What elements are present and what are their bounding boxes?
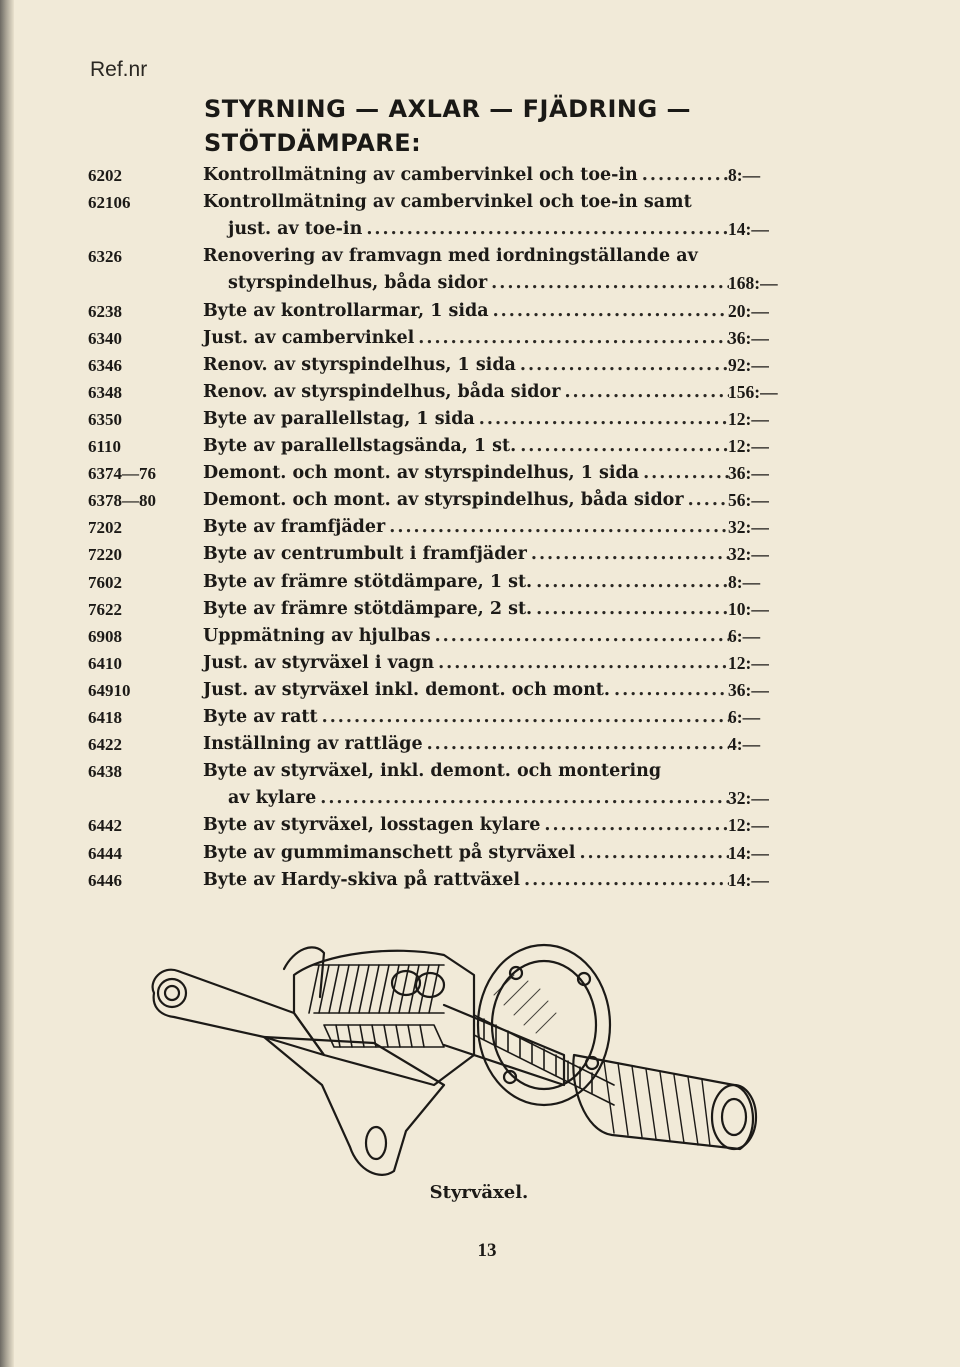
steering-gear-illustration — [144, 935, 764, 1200]
steering-shaft — [444, 1005, 564, 1085]
price: 4:— — [728, 734, 761, 755]
service-description: Uppmätning av hjulbas — [203, 625, 431, 646]
dot-leader — [532, 569, 729, 596]
description-line — [203, 677, 729, 704]
ref-number: 6446 — [88, 870, 122, 890]
price: 14:— — [728, 842, 769, 863]
price: 12:— — [728, 436, 769, 456]
dot-leader — [527, 541, 729, 568]
ref-number: 6202 — [88, 166, 122, 185]
ref-number: 6438 — [88, 762, 122, 782]
description-line — [203, 650, 729, 677]
description-line — [228, 270, 729, 297]
service-description: Byte av kontrollarmar, 1 sida — [203, 300, 489, 321]
ref-number: 7220 — [88, 545, 122, 565]
price: 36:— — [728, 327, 769, 348]
service-description: Byte av parallellstagsända, 1 st. — [203, 436, 517, 456]
dot-leader — [385, 514, 729, 541]
dot-leader — [684, 487, 729, 514]
service-description: Renov. av styrspindelhus, 1 sida — [203, 354, 516, 375]
splined-shaft — [474, 1015, 614, 1105]
mounting-bracket — [264, 1037, 444, 1175]
ref-number: 6378—80 — [88, 491, 156, 511]
ref-number: 6422 — [88, 735, 122, 755]
ref-number: 6418 — [88, 708, 122, 727]
service-description: Kontrollmätning av cambervinkel och toe-in — [203, 165, 638, 185]
description-line — [203, 867, 729, 894]
dot-leader — [516, 433, 729, 460]
description-line — [203, 758, 729, 785]
page-number: 13 — [477, 1240, 497, 1261]
ref-number: 6348 — [88, 382, 122, 402]
dot-leader — [489, 298, 729, 325]
price: 6:— — [728, 707, 761, 727]
description-line — [203, 406, 729, 433]
price: 56:— — [728, 490, 769, 511]
service-description: Byte av främre stötdämpare, 1 st. — [203, 571, 533, 592]
price: 32:— — [728, 788, 769, 809]
price: 12:— — [728, 408, 769, 429]
service-description: Demont. och mont. av styrspindelhus, båda sidor — [203, 490, 684, 511]
dot-leader — [316, 785, 729, 812]
catalog-page — [14, 0, 960, 1367]
description-line — [228, 785, 729, 812]
service-description: av kylare — [228, 788, 317, 809]
dot-leader — [520, 867, 729, 894]
price: 6:— — [728, 625, 761, 646]
ref-number: 6350 — [88, 409, 122, 429]
description-line — [203, 623, 729, 650]
dot-leader — [516, 352, 729, 379]
description-line — [203, 840, 729, 867]
service-description: Just. av styrväxel i vagn — [203, 652, 435, 673]
description-line — [228, 216, 729, 243]
description-line — [203, 325, 729, 352]
price: 14:— — [728, 219, 769, 240]
dot-leader — [540, 812, 729, 839]
service-description: Byte av styrväxel, losstagen kylare — [203, 815, 541, 836]
dot-leader — [318, 704, 729, 731]
price: 36:— — [728, 463, 769, 484]
service-description: Renov. av styrspindelhus, båda sidor — [203, 381, 561, 402]
ref-number: 6908 — [88, 626, 122, 646]
gear-housing — [294, 951, 474, 1085]
price: 32:— — [728, 517, 769, 538]
dot-leader — [414, 325, 729, 352]
description-line — [203, 487, 729, 514]
ref-number: 6442 — [88, 816, 122, 836]
ref-number: 6444 — [88, 843, 122, 863]
description-line — [203, 569, 729, 596]
ref-number: 6346 — [88, 355, 122, 375]
ref-column-header: Ref.nr — [90, 58, 148, 81]
description-line — [203, 460, 729, 487]
description-line — [203, 596, 729, 623]
price: 32:— — [728, 544, 769, 565]
dot-leader — [639, 460, 729, 487]
service-description: Kontrollmätning av cambervinkel och toe-in samt — [203, 192, 692, 213]
dot-leader — [475, 406, 729, 433]
section-title-line-1: STYRNING — AXLAR — FJÄDRING — — [204, 95, 692, 123]
service-description: Renovering av framvagn med iordningställande av — [203, 246, 698, 267]
ref-number: 64910 — [88, 680, 131, 700]
ref-number: 62106 — [88, 193, 131, 213]
price: 14:— — [728, 869, 769, 890]
section-title-line-2: STÖTDÄMPARE: — [204, 129, 422, 157]
service-description: Inställning av rattläge — [203, 734, 423, 755]
dot-leader — [423, 731, 729, 758]
price: 92:— — [728, 354, 769, 375]
ref-number: 6110 — [88, 437, 122, 456]
ref-number: 6374—76 — [88, 464, 156, 484]
description-line — [203, 541, 729, 568]
description-line — [203, 514, 729, 541]
service-description: Byte av centrumbult i framfjäder — [203, 544, 527, 565]
description-line — [203, 189, 729, 216]
ref-number: 6410 — [88, 653, 122, 673]
ref-number: 6238 — [88, 301, 122, 321]
sector-gear — [324, 1025, 444, 1047]
service-description: Byte av Hardy-skiva på rattväxel — [203, 869, 520, 890]
section-title — [204, 92, 844, 160]
dot-leader — [487, 270, 729, 297]
description-line — [203, 298, 729, 325]
dot-leader — [362, 216, 729, 243]
description-line — [203, 812, 729, 839]
ref-number: 7622 — [88, 599, 122, 619]
price: 168:— — [728, 273, 778, 294]
price: 36:— — [728, 679, 769, 700]
service-description: just. av toe-in — [228, 219, 363, 240]
price: 12:— — [728, 815, 769, 836]
service-description: Byte av gummimanschett på styrväxel — [203, 842, 576, 863]
dot-leader — [610, 677, 729, 704]
price: 20:— — [728, 300, 769, 321]
service-description: Just. av styrväxel inkl. demont. och mont. — [203, 679, 610, 700]
dot-leader — [560, 379, 729, 406]
dot-leader — [638, 162, 729, 189]
ref-number: 6326 — [88, 247, 122, 267]
ref-number: 7202 — [88, 518, 122, 538]
service-description: Byte av främre stötdämpare, 2 st. — [203, 598, 533, 619]
description-line — [203, 433, 729, 460]
service-description: Just. av cambervinkel — [203, 327, 415, 348]
ref-number: 7602 — [88, 572, 122, 592]
description-line — [203, 352, 729, 379]
service-description: Byte av ratt — [203, 707, 318, 727]
price: 10:— — [728, 598, 769, 619]
dot-leader — [575, 840, 729, 867]
service-description: Byte av framfjäder — [203, 517, 386, 538]
price: 12:— — [728, 652, 769, 673]
price: 8:— — [728, 165, 761, 185]
service-description: Byte av parallellstag, 1 sida — [203, 408, 475, 429]
service-description: styrspindelhus, båda sidor — [228, 273, 488, 294]
description-line — [203, 704, 729, 731]
worm-screw — [309, 965, 444, 1013]
service-description: Byte av styrväxel, inkl. demont. och montering — [203, 761, 662, 782]
figure-caption: Styrväxel. — [429, 1182, 529, 1203]
price: 156:— — [728, 381, 778, 402]
description-line — [203, 379, 729, 406]
description-line — [203, 162, 729, 189]
dot-leader — [431, 623, 729, 650]
pitman-arm — [153, 970, 324, 1055]
description-line — [203, 243, 729, 270]
binding-edge — [0, 0, 14, 1367]
dot-leader — [532, 596, 729, 623]
price: 8:— — [728, 571, 761, 592]
description-line — [203, 731, 729, 758]
ref-number: 6340 — [88, 328, 122, 348]
dot-leader — [434, 650, 729, 677]
service-description: Demont. och mont. av styrspindelhus, 1 sida — [203, 463, 640, 484]
